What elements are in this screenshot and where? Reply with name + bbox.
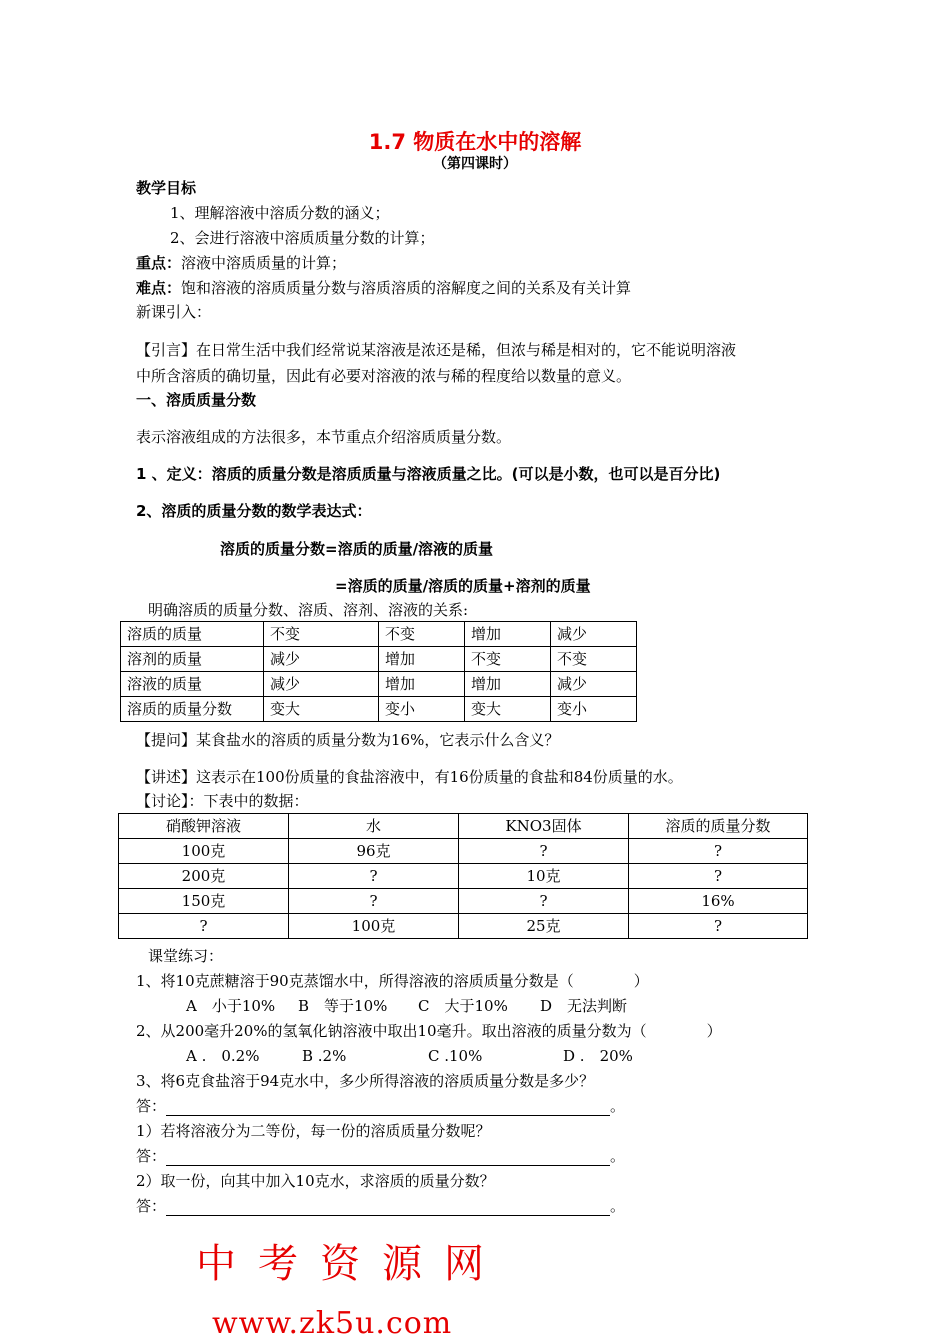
table-cell: ?	[629, 864, 808, 889]
page-title: 1.7 物质在水中的溶解	[368, 130, 582, 154]
formula-line: 溶质的质量分数=溶质的质量/溶液的质量	[220, 540, 494, 558]
difficulty-label: 难点：	[136, 279, 182, 297]
table-cell: 减少	[264, 672, 379, 697]
table-row	[119, 839, 808, 864]
key-point-text: 溶液中溶质质量的计算；	[181, 254, 347, 272]
objective-item: 2、会进行溶液中溶质质量分数的计算；	[170, 229, 435, 247]
discuss: 【讨论】：下表中的数据：	[136, 792, 309, 810]
preface-line: 【引言】在日常生活中我们经常说某溶液是浓还是稀，但浓与稀是相对的，它不能说明溶液	[136, 341, 737, 359]
option: B 等于10%	[298, 997, 388, 1015]
table-cell: 25克	[459, 914, 629, 939]
table-header-cell: 硝酸钾溶液	[119, 814, 289, 839]
answer-blank[interactable]	[166, 1099, 610, 1116]
table-row	[121, 647, 637, 672]
answer-line[interactable]	[136, 1096, 625, 1116]
answer-line[interactable]	[136, 1146, 625, 1166]
sub-question: 2）取一份，向其中加入10克水，求溶质的质量分数？	[136, 1172, 495, 1190]
practice-question: 1、将10克蔗糖溶于90克蒸馏水中，所得溶液的溶质质量分数是（ ）	[136, 972, 649, 990]
answer-label: 答：	[136, 1147, 167, 1165]
page-subtitle: （第四课时）	[433, 156, 517, 172]
watermark-text: 中考资源网	[196, 1241, 506, 1287]
table-cell: 100克	[289, 914, 459, 939]
table-cell: 溶液的质量	[121, 672, 264, 697]
table-cell: 96克	[289, 839, 459, 864]
question: 【提问】某食盐水的溶质的质量分数为16%，它表示什么含义？	[136, 731, 560, 749]
table-cell: 减少	[551, 622, 637, 647]
table-cell: ?	[629, 914, 808, 939]
answer-label: 答：	[136, 1097, 167, 1115]
watermark-url[interactable]: www.zk5u.com	[212, 1306, 453, 1341]
table-cell: 16%	[629, 889, 808, 914]
preface-line: 中所含溶质的确切量，因此有必要对溶液的浓与稀的程度给以数量的意义。	[136, 367, 632, 385]
table-row	[119, 889, 808, 914]
table-cell: 溶质的质量分数	[121, 697, 264, 722]
difficulty	[136, 278, 631, 298]
table-header-cell: 溶质的质量分数	[629, 814, 808, 839]
table-cell: 减少	[264, 647, 379, 672]
table-cell: 变大	[264, 697, 379, 722]
table-cell: 不变	[551, 647, 637, 672]
objective-item: 1、理解溶液中溶质分数的涵义；	[170, 204, 390, 222]
table-cell: ?	[459, 889, 629, 914]
table-cell: ?	[459, 839, 629, 864]
option: D . 20%	[563, 1047, 633, 1065]
option: A 小于10%	[186, 997, 276, 1015]
practice-heading: 课堂练习：	[148, 947, 224, 965]
key-point-label: 重点：	[136, 254, 182, 272]
relation-intro: 明确溶质的质量分数、溶质、溶剂、溶液的关系:	[148, 601, 469, 619]
answer-blank[interactable]	[166, 1149, 610, 1166]
table-cell: 变小	[551, 697, 637, 722]
practice-question: 3、将6克食盐溶于94克水中，多少所得溶液的溶质质量分数是多少？	[136, 1072, 595, 1090]
table-cell: 100克	[119, 839, 289, 864]
table-row	[121, 672, 637, 697]
option: B .2%	[302, 1047, 347, 1065]
key-point	[136, 253, 346, 273]
table-cell: 增加	[379, 647, 465, 672]
table-cell: 增加	[465, 622, 551, 647]
answer-end: 。	[610, 1197, 626, 1215]
explain: 【讲述】这表示在100份质量的食盐溶液中，有16份质量的食盐和84份质量的水。	[136, 768, 683, 786]
intro-label: 新课引入：	[136, 303, 212, 321]
table-cell: 不变	[465, 647, 551, 672]
option: C .10%	[428, 1047, 483, 1065]
sub-question: 1）若将溶液分为二等份，每一份的溶质质量分数呢？	[136, 1122, 491, 1140]
answer-end: 。	[610, 1147, 626, 1165]
table-cell: 10克	[459, 864, 629, 889]
section-text: 表示溶液组成的方法很多，本节重点介绍溶质质量分数。	[136, 428, 512, 446]
option: D 无法判断	[540, 997, 628, 1015]
option: A . 0.2%	[186, 1047, 260, 1065]
data-table	[118, 813, 808, 939]
table-cell: 150克	[119, 889, 289, 914]
table-cell: 变小	[379, 697, 465, 722]
table-row	[121, 622, 637, 647]
formula-line: =溶质的质量/溶质的质量+溶剂的质量	[335, 577, 591, 595]
answer-label: 答：	[136, 1197, 167, 1215]
table-cell: 变大	[465, 697, 551, 722]
relation-table	[120, 621, 637, 722]
table-cell: 不变	[264, 622, 379, 647]
practice-question: 2、从200毫升20%的氢氧化钠溶液中取出10毫升。取出溶液的质量分数为（ ）	[136, 1022, 722, 1040]
table-row	[119, 914, 808, 939]
answer-line[interactable]	[136, 1196, 625, 1216]
section-heading: 一、溶质质量分数	[136, 391, 257, 409]
answer-end: 。	[610, 1097, 626, 1115]
table-cell: 减少	[551, 672, 637, 697]
difficulty-text: 饱和溶液的溶质质量分数与溶质溶质的溶解度之间的关系及有关计算	[181, 279, 632, 297]
table-cell: 增加	[379, 672, 465, 697]
table-header-cell: KNO3固体	[459, 814, 629, 839]
table-cell: ?	[629, 839, 808, 864]
answer-blank[interactable]	[166, 1199, 610, 1216]
table-cell: 溶质的质量	[121, 622, 264, 647]
table-header-cell: 水	[289, 814, 459, 839]
definition: 1 、定义：溶质的质量分数是溶质质量与溶液质量之比。(可以是小数，也可以是百分比)	[136, 465, 721, 483]
table-cell: 200克	[119, 864, 289, 889]
table-cell: 不变	[379, 622, 465, 647]
table-cell: 溶剂的质量	[121, 647, 264, 672]
table-row	[119, 864, 808, 889]
table-cell: 增加	[465, 672, 551, 697]
formula-heading: 2、溶质的质量分数的数学表达式：	[136, 502, 372, 520]
table-row	[119, 814, 808, 839]
table-cell: ?	[119, 914, 289, 939]
table-row	[121, 697, 637, 722]
table-cell: ?	[289, 889, 459, 914]
objectives-heading: 教学目标	[136, 179, 197, 197]
option: C 大于10%	[418, 997, 508, 1015]
table-cell: ?	[289, 864, 459, 889]
